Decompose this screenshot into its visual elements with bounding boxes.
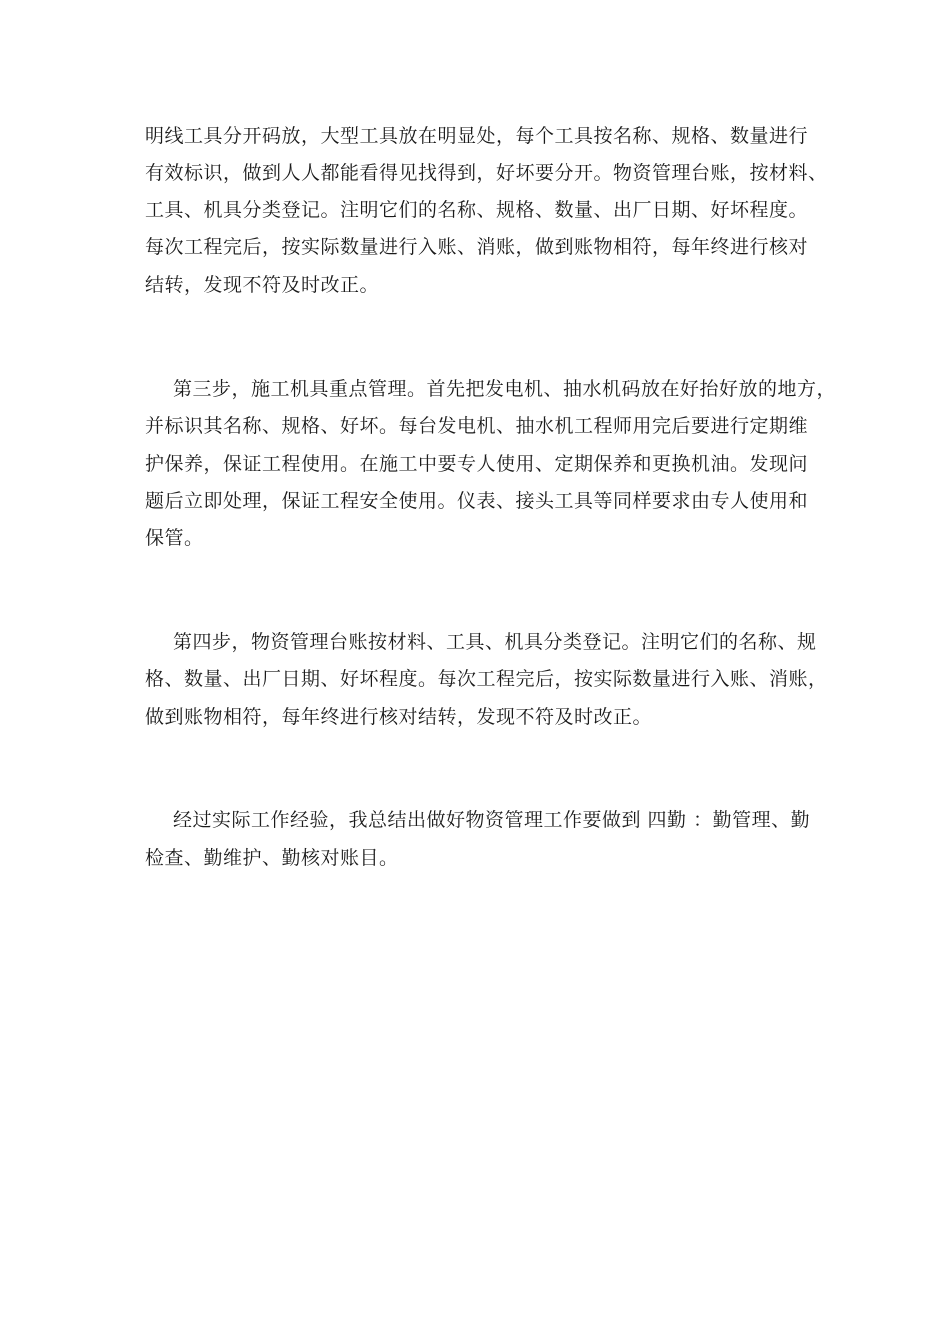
paragraph-line: 保管。 (145, 527, 204, 549)
paragraph-line: 有效标识，做到人人都能看得见找得到，好坏要分开。物资管理台账，按材料、 (145, 162, 828, 184)
paragraph-line: 格、数量、出厂日期、好坏程度。每次工程完后，按实际数量进行入账、消账， (145, 668, 828, 690)
paragraph-line: 工具、机具分类登记。注明它们的名称、规格、数量、出厂日期、好坏程度。 (145, 199, 809, 221)
paragraph-line: 做到账物相符，每年终进行核对结转，发现不符及时改正。 (145, 706, 653, 728)
paragraph-line: 护保养，保证工程使用。在施工中要专人使用、定期保养和更换机油。发现问 (145, 453, 809, 475)
paragraph-line: 并标识其名称、规格、好坏。每台发电机、抽水机工程师用完后要进行定期维 (145, 415, 809, 437)
paragraph-line: 经过实际工作经验，我总结出做好物资管理工作要做到 四勤 ：勤管理、勤 (173, 809, 811, 831)
paragraph-line: 第三步，施工机具重点管理。首先把发电机、抽水机码放在好抬好放的地方， (173, 378, 837, 400)
paragraph-line: 题后立即处理，保证工程安全使用。仪表、接头工具等同样要求由专人使用和 (145, 490, 809, 512)
paragraph-line: 检查、勤维护、勤核对账目。 (145, 847, 399, 869)
paragraph-line: 每次工程完后，按实际数量进行入账、消账，做到账物相符，每年终进行核对 (145, 236, 809, 258)
paragraph-line: 结转，发现不符及时改正。 (145, 274, 380, 296)
paragraph-line: 明线工具分开码放，大型工具放在明显处，每个工具按名称、规格、数量进行 (145, 125, 809, 147)
paragraph-line: 第四步，物资管理台账按材料、工具、机具分类登记。注明它们的名称、规 (173, 631, 817, 653)
